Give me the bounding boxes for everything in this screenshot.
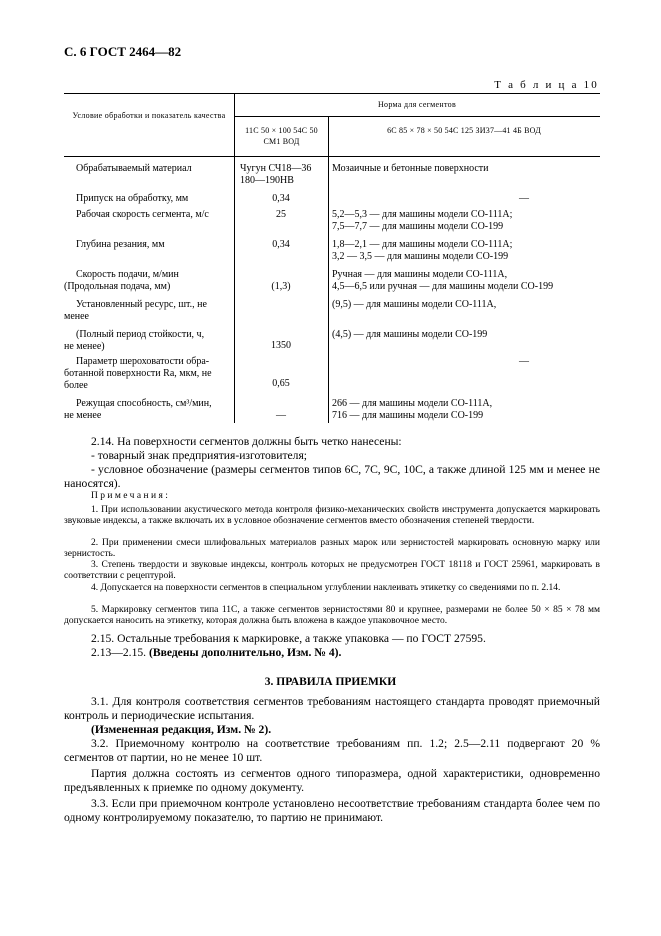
row-label-line1: Установленный ресурс, шт., не	[76, 299, 207, 310]
clause-3-1-amendment: (Измененная редакция, Изм. № 2).	[91, 723, 272, 736]
row-value-6c: (4,5) — для машины модели СО-199	[332, 329, 488, 340]
section-3-title: 3. ПРАВИЛА ПРИЕМКИ	[264, 676, 397, 688]
note-1: 1. При использовании акустического метода контроля физико-механических свойств инструмента допускается маркировать звуковые индексы, а также включать их в условное обозначение сегментов вместо обозначения степеней твердости.	[64, 505, 600, 527]
clause-3-2: 3.2. Приемочному контролю на соответствие требованиям пп. 1.2; 2.5—2.11 подвергают 20 % сегментов от партии, но не менее 10 шт.	[64, 737, 600, 764]
row-value-11c: Чугун СЧ18—36 180—190НВ	[240, 163, 312, 186]
row-value-11c: 25	[276, 209, 286, 220]
table-header-rule	[64, 156, 600, 157]
table-top-rule	[64, 93, 600, 94]
clause-2-14-item2: - условное обозначение (размеры сегментов типов 6С, 7С, 9С, 10С, а также длиной 125 мм и менее не наносятся).	[64, 463, 600, 490]
row-label-line2: не менее	[64, 410, 102, 421]
header-condition: Условие обработки и показатель качества	[72, 111, 226, 120]
row-value-6c-line1: Ручная — для машины модели СО-111А,	[332, 269, 508, 280]
row-value-6c-line1: 1,8—2,1 — для машины модели СО-111А;	[332, 239, 513, 250]
row-label-line1: Режущая способность, см³/мин,	[76, 398, 212, 409]
note-3: 3. Степень твердости и звуковые индексы, контроль которых не предусмотрен ГОСТ 18118 и ГОСТ 25961, маркировать в соответствии с рецептурой.	[64, 560, 600, 582]
clause-3-2-paragraph2: Партия должна состоять из сегментов одного типоразмера, одной характеристики, одновременно предъявленных к приемке по одному документу.	[64, 767, 600, 794]
note-2: 2. При применении смеси шлифовальных материалов разных марок или зернистостей маркировать основную марку или зернистость.	[64, 538, 600, 560]
row-value-6c-line1: 5,2—5,3 — для машины модели СО-111А;	[332, 209, 513, 220]
clause-3-3: 3.3. Если при приемочном контроле установлено несоответствие требованиям стандарта более чем по одному контролируемому показателю, то партию не принимают.	[64, 797, 600, 824]
row-label-line2: (Продольная подача, мм)	[64, 281, 171, 292]
clause-2-13-2-15	[64, 646, 600, 660]
row-value-11c: —	[276, 410, 286, 421]
row-label: Обрабатываемый материал	[76, 163, 192, 174]
notes-title: Примечания:	[91, 491, 171, 501]
row-label-line1: Параметр шероховатости обра-	[76, 356, 210, 367]
row-value-6c: —	[519, 356, 529, 367]
row-value-6c: (9,5) — для машины модели СО-111А,	[332, 299, 497, 310]
row-label: Рабочая скорость сегмента, м/с	[76, 209, 209, 220]
row-value-6c-line2: 4,5—6,5 или ручная — для машины модели СО-199	[332, 281, 554, 292]
header-segment-11c: 11С 50 × 100 54С 50 СМ1 ВОД	[245, 126, 318, 146]
row-label-line2: не менее)	[64, 341, 105, 352]
row-value-6c-line2: 7,5—7,7 — для машины модели СО-199	[332, 221, 504, 232]
clause-2-15: 2.15. Остальные требования к маркировке, а также упаковка — по ГОСТ 27595.	[91, 632, 486, 645]
row-value-11c: 0,34	[272, 193, 290, 204]
row-value-11c: 1350	[271, 340, 291, 351]
note-4: 4. Допускается на поверхности сегментов в специальном углублении наклеивать этикетку со сведениями по п. 2.14.	[91, 583, 561, 593]
note-5: 5. Маркировку сегментов типа 11С, а также сегментов зернистостями 80 и крупнее, размерами не более 50 × 85 × 78 мм допускается наносить на этикетку, которая должна быть вложена в каждое упаковочное место.	[64, 605, 600, 627]
row-label-line1: (Полный период стойкости, ч,	[76, 329, 205, 340]
row-value-6c: —	[519, 193, 529, 204]
row-value-11c: 0,34	[272, 239, 290, 250]
row-value-6c-line1: 266 — для машины модели СО-111А,	[332, 398, 493, 409]
row-value-6c-line2: 716 — для машины модели СО-199	[332, 410, 484, 421]
table-caption: Т а б л и ц а 10	[494, 79, 599, 91]
row-value-11c: (1,3)	[271, 281, 291, 292]
clause-range: 2.13—2.15.	[91, 646, 149, 659]
amendment-note: (Введены дополнительно, Изм. № 4).	[148, 646, 342, 659]
row-label-line2: ботанной поверхности Ra, мкм, не	[64, 368, 212, 379]
header-norm-group: Норма для сегментов	[377, 100, 457, 109]
clause-3-1: 3.1. Для контроля соответствия сегментов требованиям настоящего стандарта проводят приемочный контроль и периодические испытания.	[64, 695, 600, 722]
row-value-6c: Мозаичные и бетонные поверхности	[332, 163, 489, 174]
row-label-line1: Скорость подачи, м/мин	[76, 269, 179, 280]
table-group-rule	[234, 116, 600, 117]
clause-2-14: 2.14. На поверхности сегментов должны быть четко нанесены:	[91, 435, 402, 448]
clause-2-14-item1: - товарный знак предприятия-изготовителя;	[91, 449, 308, 462]
header-segment-6c: 6С 85 × 78 × 50 54С 125 ЗИ37—41 4Б ВОД	[387, 126, 541, 135]
table-col-rule-2	[328, 116, 329, 423]
table-col-rule-1	[234, 93, 235, 423]
page-header: С. 6 ГОСТ 2464—82	[64, 44, 182, 59]
row-label-line2: менее	[64, 311, 89, 322]
row-value-11c: 0,65	[272, 378, 290, 389]
row-value-6c-line2: 3,2 — 3,5 — для машины модели СО-199	[332, 251, 509, 262]
row-label: Припуск на обработку, мм	[76, 193, 189, 204]
row-label-line3: более	[64, 380, 88, 391]
row-label: Глубина резания, мм	[76, 239, 165, 250]
table-10	[64, 93, 600, 423]
